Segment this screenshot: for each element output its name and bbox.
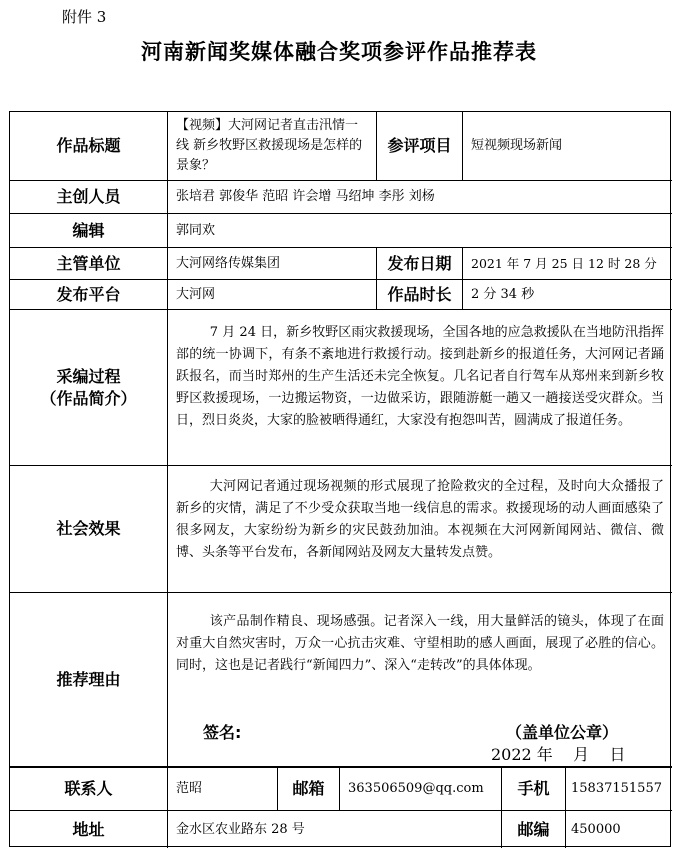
reason-label: 推荐理由 (56, 669, 121, 689)
category-value: 短视频现场新闻 (471, 138, 563, 153)
address-label: 地址 (72, 819, 105, 839)
editor-value: 郭同欢 (176, 222, 216, 238)
address-value: 金水区农业路东 28 号 (176, 821, 305, 837)
process-paragraph: 7 月 24 日，新乡牧野区雨灾救援现场，全国各地的应急救援队在当地防汛指挥部的统一协调下，有条不紊地进行救援行动。接到赴新乡的报道任务，大河网记者踊跃报名，而当时郑州的生产生活还未完全恢复。几名记者自行驾车从郑州来到新乡牧野区救援现场，一边搬运物资，一边做采访，跟随游艇一趟又一趟接送受灾群众。当日，烈日炎炎，大家的脸被晒得通红，大家没有抱怨叫苦，圆满成了报道任务。 (176, 325, 664, 428)
contact-label: 联系人 (64, 778, 113, 798)
duration-label: 作品时长 (387, 284, 452, 304)
process-label-main: 采编过程 (56, 366, 121, 386)
platform-label: 发布平台 (56, 284, 121, 304)
process-label-sub: （作品简介） (40, 388, 137, 408)
work-title-label: 作品标题 (56, 136, 121, 155)
email-label: 邮箱 (292, 778, 325, 798)
work-title-value: 【视频】大河网记者直击汛情一线 新乡牧野区救援现场是怎样的景象？ (176, 118, 363, 173)
sign-date: 2022 年 月 日 (491, 745, 626, 764)
process-label (10, 310, 167, 465)
process-text (168, 310, 672, 465)
sign-label: 签名: (203, 723, 242, 742)
attachment-label: 附件 3 (62, 8, 107, 26)
platform-value: 大河网 (176, 286, 216, 302)
reason-paragraph: 该产品制作精良、现场感强。记者深入一线，用大量鲜活的镜头，体现了在面对重大自然灾害时，万众一心抗击灾难、守望相助的感人画面，展现了必胜的信心。同时，这也是记者践行“新闻四力”、深入“走转改”的具体体现。 (176, 614, 664, 673)
contact-value: 范昭 (176, 780, 203, 796)
recommendation-form (9, 111, 671, 847)
postcode-label: 邮编 (517, 819, 550, 839)
effect-label: 社会效果 (56, 519, 121, 538)
pub-date-value: 2021 年 7 月 25 日 12 时 28 分 (471, 255, 657, 271)
editor-label: 编辑 (72, 220, 105, 240)
unit-label: 主管单位 (56, 253, 121, 273)
effect-text (168, 466, 672, 592)
seal-label: （盖单位公章） (506, 723, 619, 742)
email-value: 363506509@qq.com (348, 780, 484, 796)
pub-date-label: 发布日期 (387, 253, 452, 273)
form-title: 河南新闻奖媒体融合奖项参评作品推荐表 (141, 40, 537, 64)
phone-value: 15837151557 (571, 780, 662, 796)
creators-value: 张培君 郭俊华 范昭 许会增 马绍坤 李彤 刘杨 (176, 189, 435, 204)
creators-label: 主创人员 (56, 187, 121, 206)
duration-value: 2 分 34 秒 (471, 286, 535, 302)
postcode-value: 450000 (571, 821, 621, 837)
category-label: 参评项目 (387, 136, 452, 155)
phone-label: 手机 (517, 778, 550, 798)
unit-value: 大河网络传媒集团 (176, 255, 281, 271)
effect-paragraph: 大河网记者通过现场视频的形式展现了抢险救灾的全过程，及时向大众播报了新乡的灾情，满足了不少受众获取当地一线信息的需求。救援现场的动人画面感染了很多网友，大家纷纷为新乡的灾民鼓劲加油。本视频在大河网新闻网站、微信、微博、头条等平台发布，各新闻网站及网友大量转发点赞。 (176, 479, 664, 560)
reason-text (168, 593, 672, 703)
